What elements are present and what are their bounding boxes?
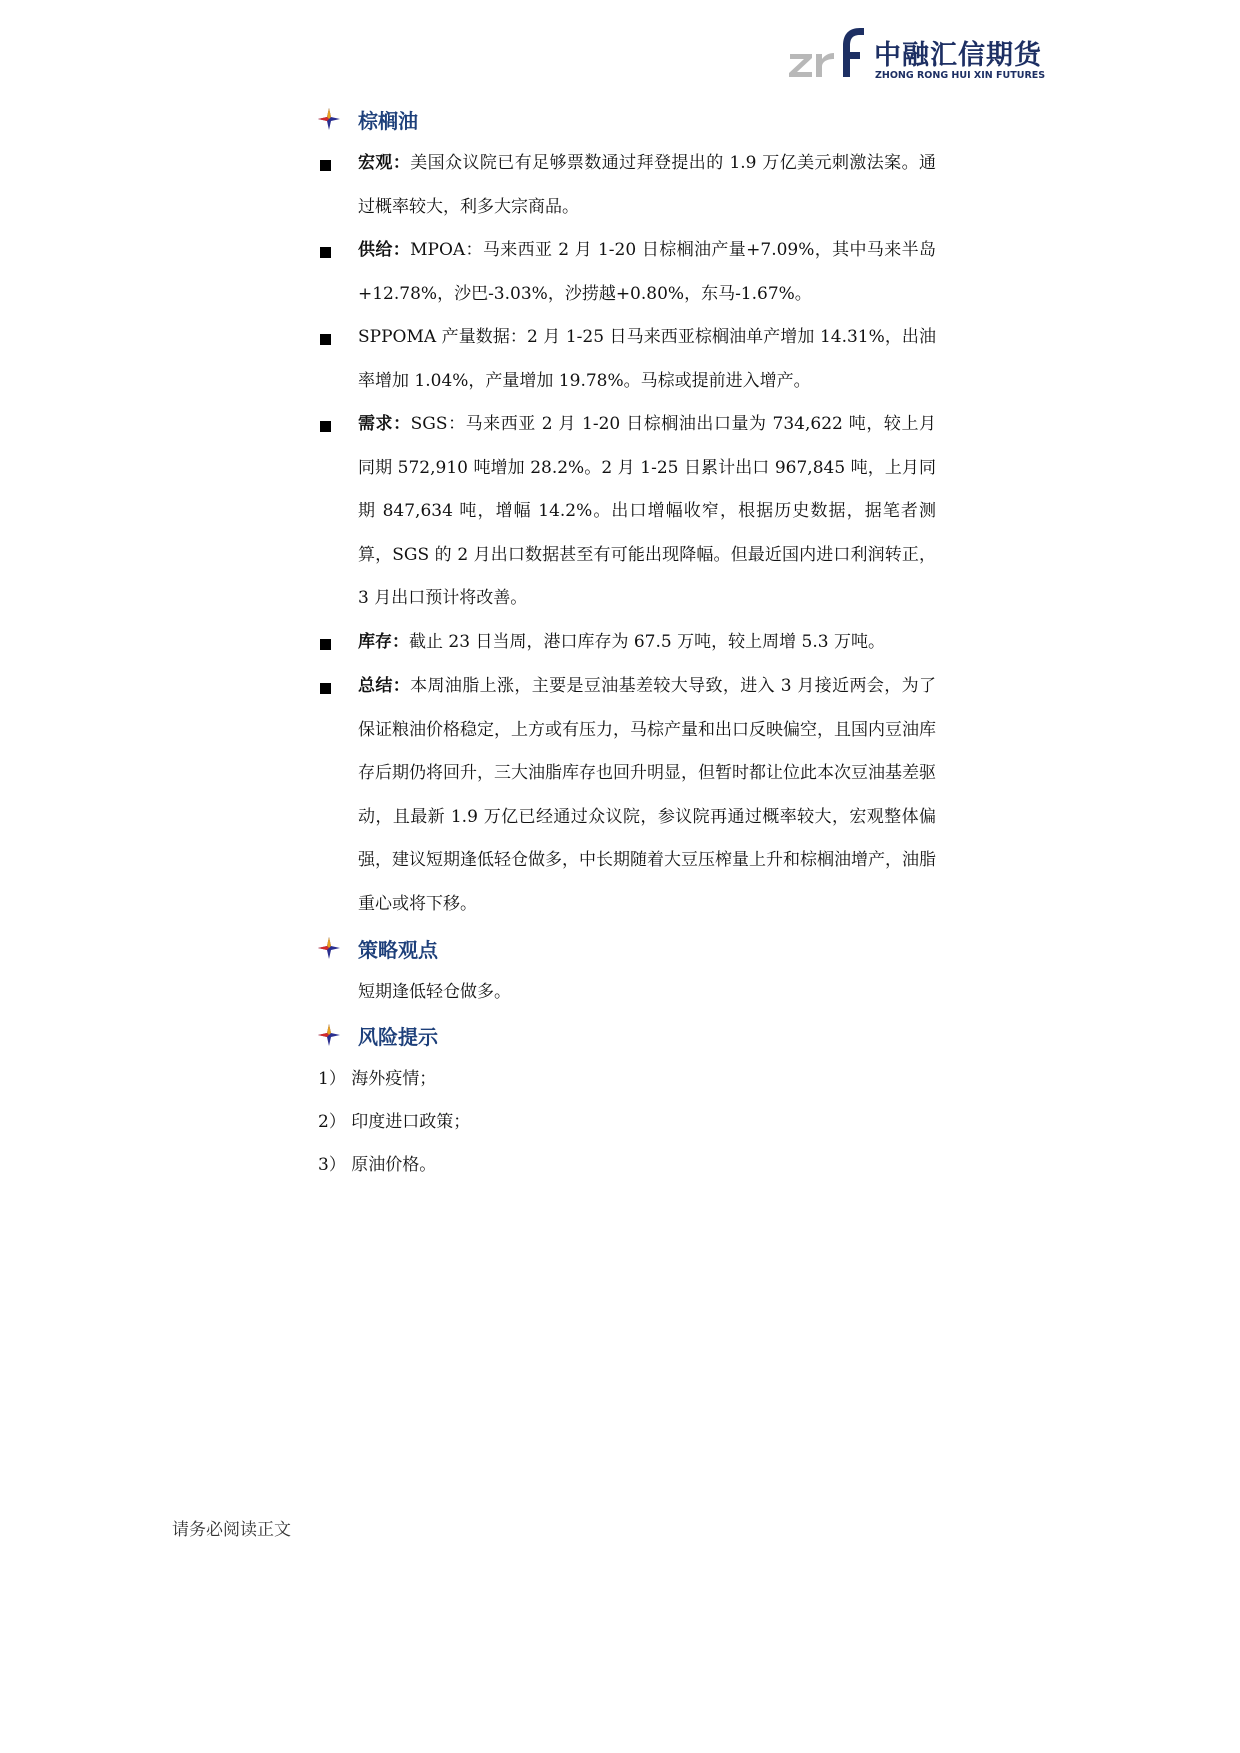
bullet-body: 本周油脂上涨，主要是豆油基差较大导致，进入 3 月接近两会，为了保证粮油价格稳定，上方或有压力，马棕产量和出口反映偏空，且国内豆油库存后期仍将回升，三大油脂库存也回升明显，但暂时都让位此本次豆油基差驱动，且最新 1.9 万亿已经通过众议院，参议院再通过概率较大，宏观整体偏强，建议短期逢低轻仓做多，中长期随着大豆压榨量上升和棕榈油增产，油脂重心或将下移。 [358,676,936,914]
bullet-text [358,665,936,926]
section-heading-strategy [316,935,438,961]
bullet-text [358,316,936,403]
logo-name-cn: 中融汇信期货 [874,40,1042,71]
bullet-square-icon [320,421,331,432]
bullet-square-icon [320,160,331,171]
four-pointed-star-icon [316,106,342,132]
bullet-square-icon [320,683,331,694]
section-heading-palm-oil [316,106,418,132]
bullet-sppoma [316,327,936,403]
four-pointed-star-icon [316,1022,342,1048]
section-title: 策略观点 [358,937,438,962]
bullet-label: 需求： [358,414,411,434]
section-heading-risk [316,1022,438,1048]
logo-name-en: ZHONG RONG HUI XIN FUTURES [875,70,1046,81]
section-title: 棕榈油 [358,108,418,133]
page-footer: 请务必阅读正文 [172,1520,291,1540]
company-logo [788,24,1048,84]
bullet-text [358,403,936,621]
risk-item: 1） 海外疫情； [318,1069,437,1089]
bullet-text [358,229,936,316]
bullet-body: SPPOMA 产量数据：2 月 1-25 日马来西亚棕榈油单产增加 14.31%，出油率增加 1.04%，产量增加 19.78%。马棕或提前进入增产。 [358,327,936,391]
bullet-square-icon [320,247,331,258]
bullet-summary [316,676,936,926]
bullet-body: 截止 23 日当周，港口库存为 67.5 万吨，较上周增 5.3 万吨。 [409,632,885,652]
znf-logo-mark [788,24,868,84]
risk-item: 2） 印度进口政策； [318,1112,471,1132]
bullet-square-icon [320,639,331,650]
bullet-body: SGS：马来西亚 2 月 1-20 日棕榈油出口量为 734,622 吨，较上月同期 572,910 吨增加 28.2%。2 月 1-25 日累计出口 967,845 吨，上月同期 847,634 吨，增幅 14.2%。出口增幅收窄，根据历史数据，据笔者测算，SGS 的 2 月出口数据甚至有可能出现降幅。但最近国内进口利润转正，3 月出口预计将改善。 [358,414,936,608]
strategy-text: 短期逢低轻仓做多。 [358,982,511,1002]
risk-item: 3） 原油价格。 [318,1155,437,1175]
bullet-supply [316,240,936,316]
bullet-label: 库存： [358,632,409,652]
bullet-label: 宏观： [358,153,411,173]
bullet-macro [316,153,936,229]
bullet-label: 供给： [358,240,411,260]
bullet-label: 总结： [358,676,411,696]
bullet-square-icon [320,334,331,345]
bullet-text [358,142,936,229]
section-title: 风险提示 [358,1024,438,1049]
bullet-body: 美国众议院已有足够票数通过拜登提出的 1.9 万亿美元刺激法案。通过概率较大，利多大宗商品。 [358,153,936,217]
four-pointed-star-icon [316,935,342,961]
bullet-inventory [316,632,936,665]
bullet-body: MPOA：马来西亚 2 月 1-20 日棕榈油产量+7.09%，其中马来半岛+12.78%，沙巴-3.03%，沙捞越+0.80%，东马-1.67%。 [358,240,936,304]
bullet-text [358,621,936,665]
bullet-demand [316,414,936,621]
